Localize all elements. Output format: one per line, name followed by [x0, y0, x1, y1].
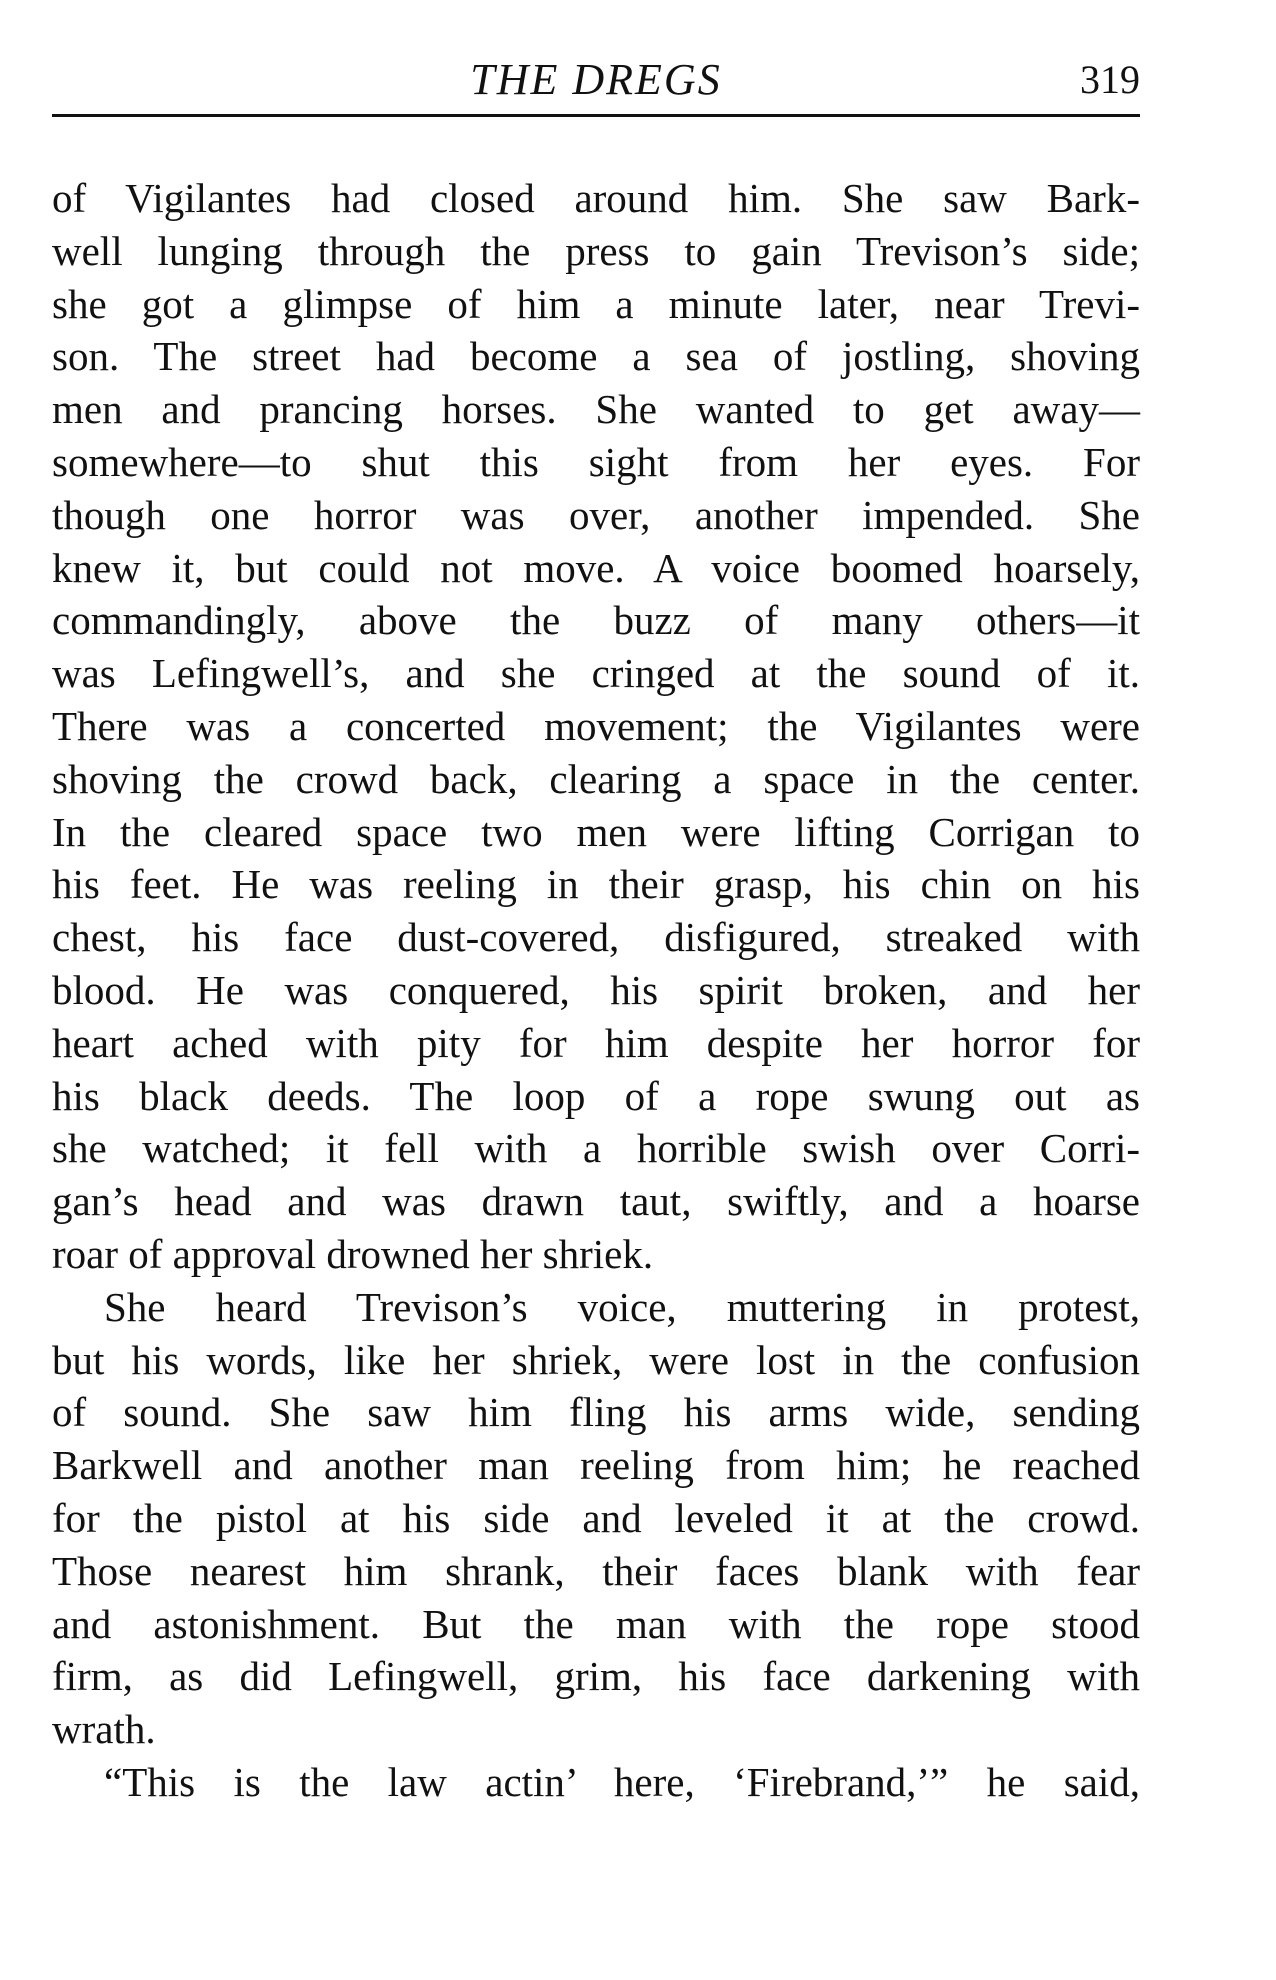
text-line: his feet. He was reeling in their grasp, his chin on his [52, 861, 1140, 908]
text-line: men and prancing horses. She wanted to get away— [52, 386, 1140, 433]
text-line: roar of approval drowned her shriek. [52, 1230, 654, 1277]
header-rule [52, 114, 1140, 117]
body-text [52, 172, 1140, 1809]
text-line: Those nearest him shrank, their faces blank with fear [52, 1547, 1140, 1594]
text-line: was Lefingwell’s, and she cringed at the sound of it. [52, 650, 1140, 697]
text-line: In the cleared space two men were lifting Corrigan to [52, 808, 1140, 855]
paragraph [52, 1756, 1140, 1809]
text-line: There was a concerted movement; the Vigilantes were [52, 702, 1140, 749]
text-line: She heard Trevison’s voice, muttering in protest, [104, 1283, 1140, 1330]
text-line: blood. He was conquered, his spirit broken, and her [52, 966, 1140, 1013]
text-line: wrath. [52, 1706, 156, 1753]
text-line: chest, his face dust-covered, disfigured, streaked with [52, 914, 1140, 961]
text-line: well lunging through the press to gain Trevison’s side; [52, 227, 1140, 274]
text-line: of sound. She saw him fling his arms wide, sending [52, 1389, 1140, 1436]
running-head [52, 48, 1140, 112]
text-line: she watched; it fell with a horrible swish over Corri- [52, 1125, 1140, 1172]
text-line: gan’s head and was drawn taut, swiftly, and a hoarse [52, 1178, 1140, 1225]
text-line: heart ached with pity for him despite her horror for [52, 1019, 1140, 1066]
text-line: his black deeds. The loop of a rope swung out as [52, 1072, 1140, 1119]
paragraph [52, 172, 1140, 1281]
text-line: for the pistol at his side and leveled it at the crowd. [52, 1494, 1140, 1541]
text-line: firm, as did Lefingwell, grim, his face darkening with [52, 1653, 1140, 1700]
text-line: and astonishment. But the man with the rope stood [52, 1600, 1140, 1647]
text-line: Barkwell and another man reeling from him; he reached [52, 1442, 1140, 1489]
paragraph [52, 1281, 1140, 1756]
text-line: though one horror was over, another impended. She [52, 491, 1140, 538]
page-number: 319 [1080, 57, 1140, 102]
text-line: but his words, like her shriek, were lost in the confusion [52, 1336, 1140, 1383]
text-line: son. The street had become a sea of jostling, shoving [52, 333, 1140, 380]
text-line: somewhere—to shut this sight from her eyes. For [52, 438, 1140, 485]
text-line: shoving the crowd back, clearing a space in the center. [52, 755, 1140, 802]
text-line: of Vigilantes had closed around him. She saw Bark- [52, 175, 1140, 221]
text-line: she got a glimpse of him a minute later, near Trevi- [52, 280, 1140, 327]
text-line: commandingly, above the buzz of many others—it [52, 597, 1140, 644]
running-title: THE DREGS [470, 55, 722, 104]
text-line: “This is the law actin’ here, ‘Firebrand,’” he said, [104, 1758, 1140, 1805]
text-line: knew it, but could not move. A voice boomed hoarsely, [52, 544, 1140, 591]
